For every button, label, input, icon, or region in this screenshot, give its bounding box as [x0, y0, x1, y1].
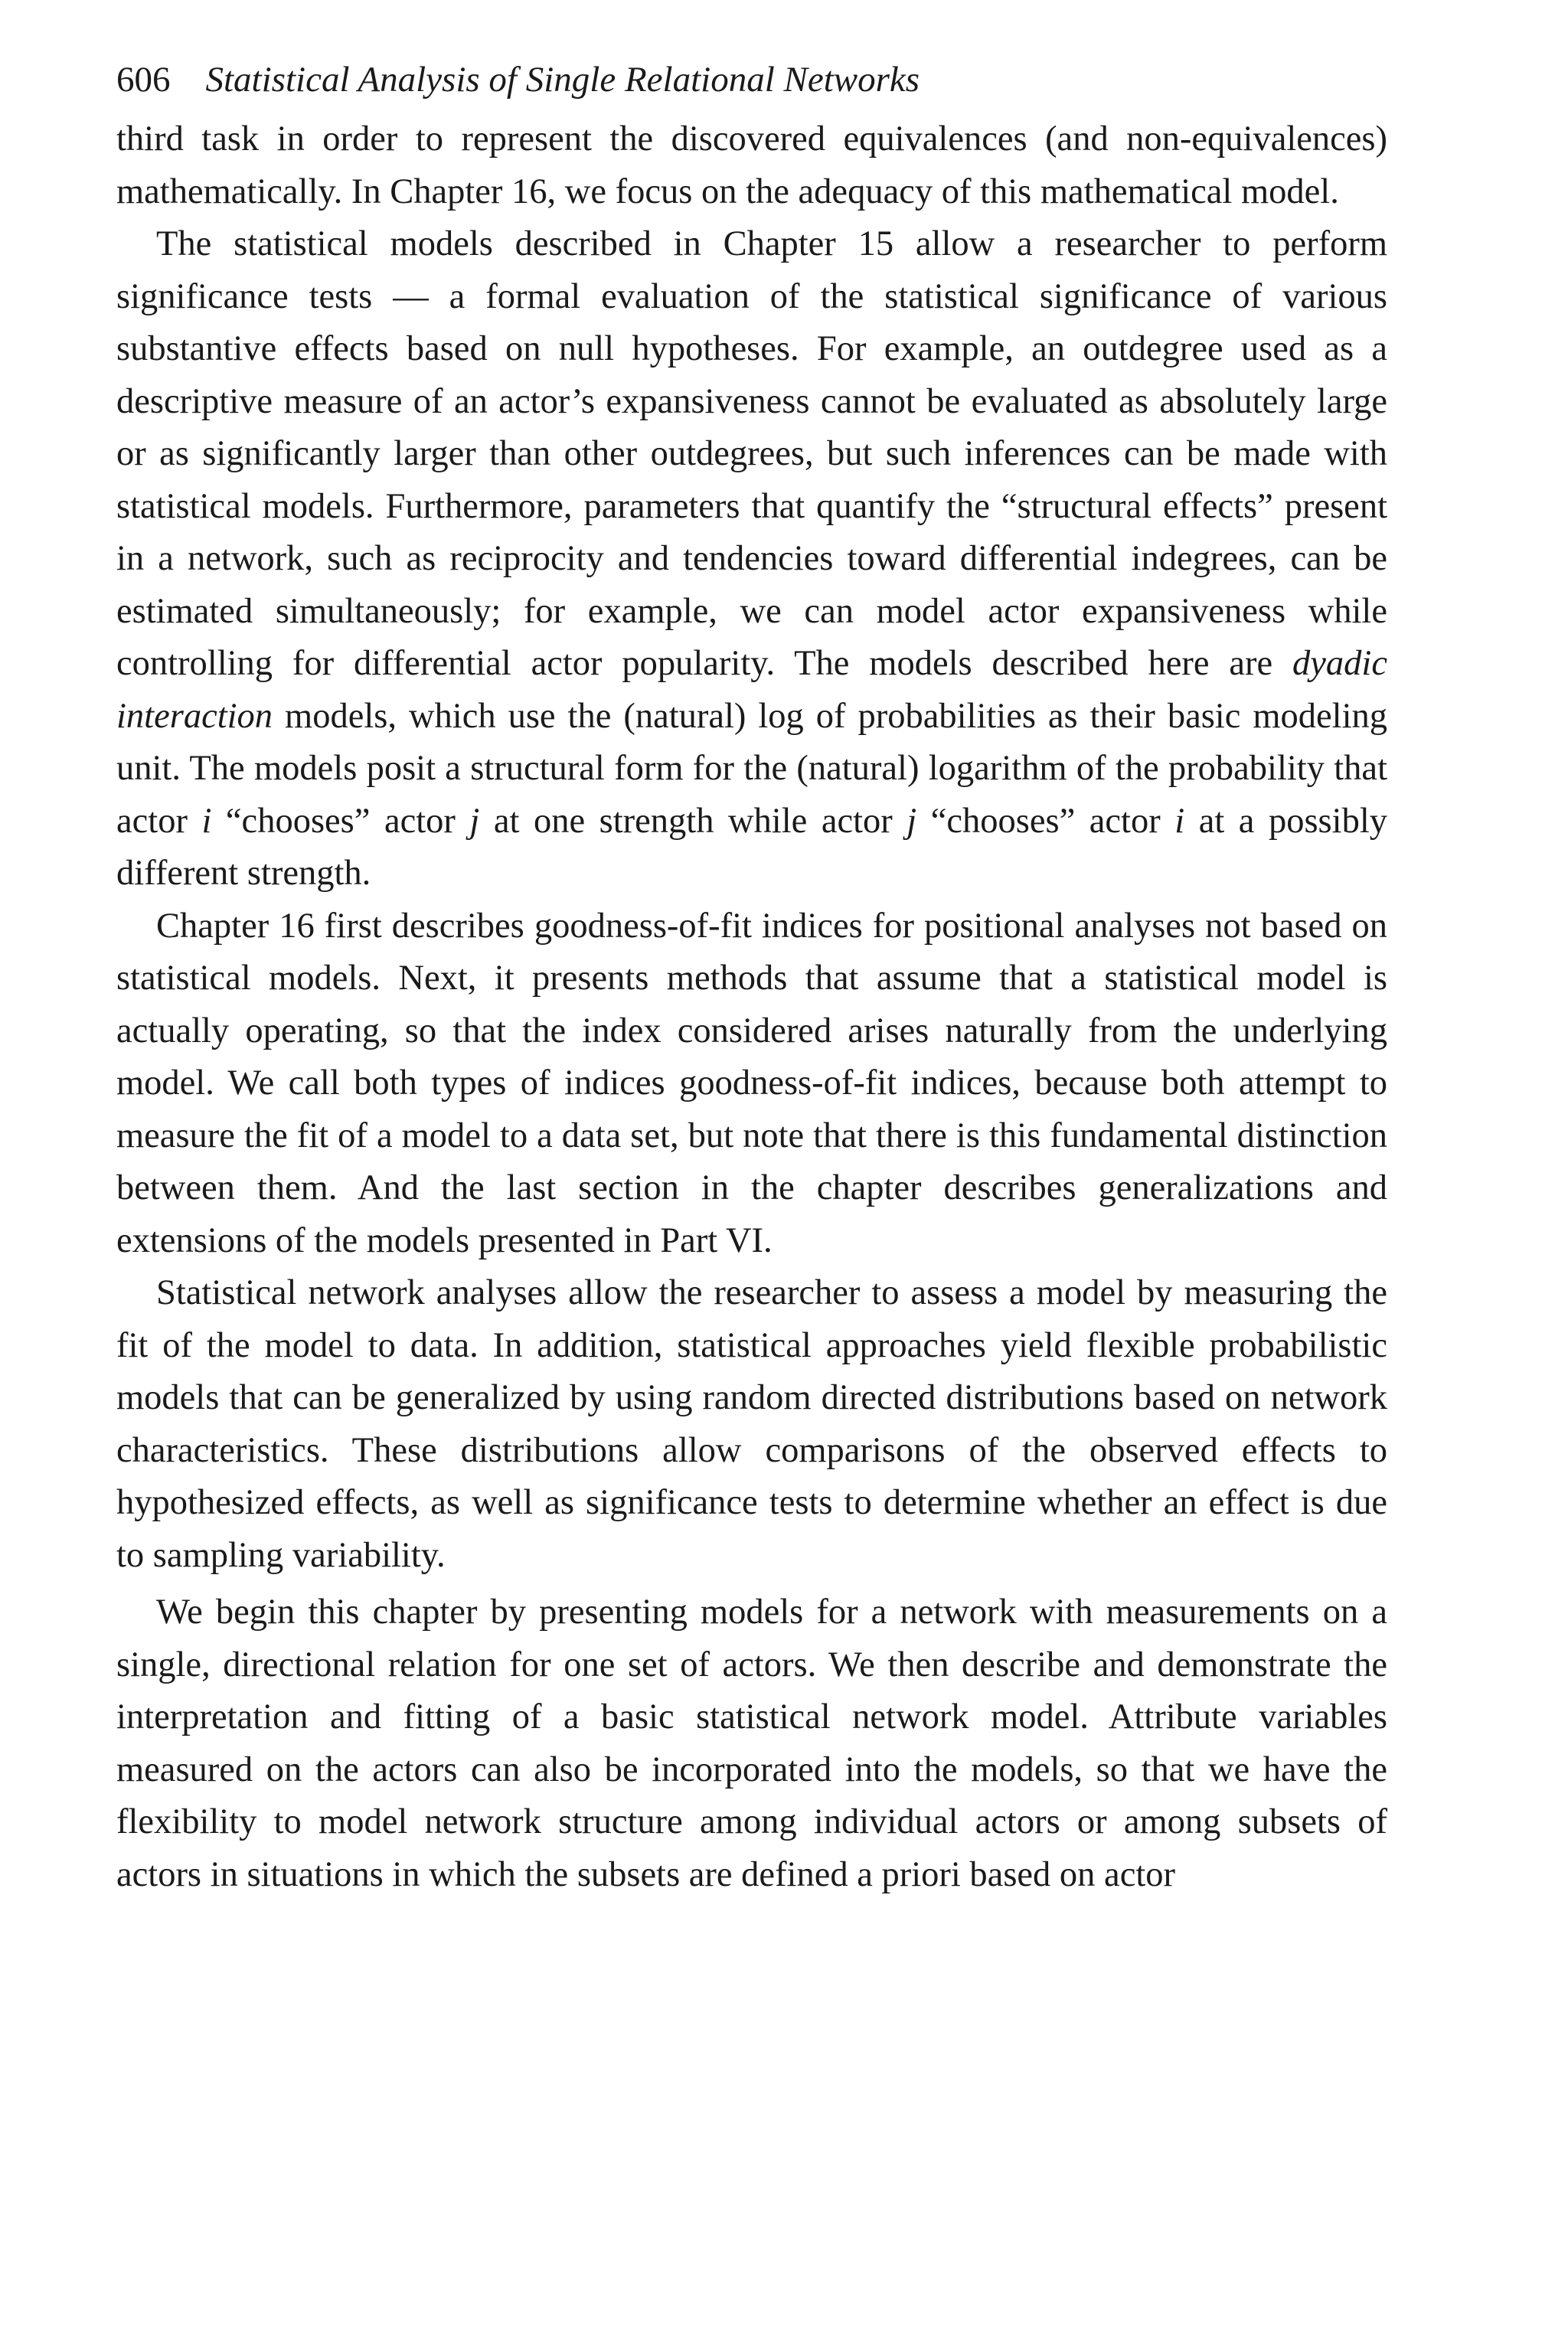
book-page	[116, 54, 1387, 1901]
paragraph-statistical-models	[116, 218, 1387, 900]
math-variable-i: i	[1174, 801, 1185, 841]
paragraph-goodness-of-fit: Chapter 16 first describes goodness-of-fit indices for positional analyses not based on statistical models. Next, it presents methods that assume that a statistical model is actually operating, so that the index considered arises naturally from the underlying model. We call both types of indices goodness-of-fit indices, because both attempt to measure the fit of a model to a data set, but note that there is this fundamental distinction between them. And the last section in the chapter describes generalizations and extensions of the models presented in Part VI.	[116, 906, 1387, 1260]
page-number: 606	[116, 60, 171, 100]
emphasis-dyadic-interaction: dyadic interaction	[116, 644, 1387, 736]
paragraph-chapter-intro: We begin this chapter by presenting models for a network with measurements on a single, directional relation for one set of actors. We then describe and demonstrate the interpretation and fitting of a basic statistical network model. Attribute variables measured on the actors can also be incorporated into the models, so that we have the flexibility to model network structure among individual actors or among subsets of actors in situations in which the subsets are defined a priori based on actor	[116, 1593, 1387, 1894]
paragraph-continuation: third task in order to represent the discovered equivalences (and non-equivalences) mathematically. In Chapter 16, we focus on the adequacy of this mathematical model.	[116, 119, 1387, 211]
text-run: “chooses” actor	[916, 801, 1175, 841]
text-run: at a possibly different strength.	[116, 801, 1387, 893]
math-variable-j: j	[906, 801, 917, 841]
page-header	[116, 54, 1387, 106]
text-run: at one strength while actor	[479, 801, 907, 841]
text-run: The statistical models described in Chapter 15 allow a researcher to perform significance tests — a formal evaluation of the statistical significance of various substantive effects based on null hypotheses. For example, an outdegree used as a descriptive measure of an actor’s expansiveness cannot be evaluated as absolutely large or as significantly larger than other outdegrees, but such inferences can be made with statistical models. Furthermore, parameters that quantify the “structural effects” present in a network, such as reciprocity and tendencies toward differential indegrees, can be estimated simultaneously; for example, we can model actor expansiveness while controlling for differential actor popularity. The models described here are	[116, 224, 1387, 683]
text-run: “chooses” actor	[211, 801, 470, 841]
running-title: Statistical Analysis of Single Relational Networks	[205, 60, 920, 100]
text-run: models, which use the (natural) log of probabilities as their basic modeling unit. The models posit a structural form for the (natural) logarithm of the probability that actor	[116, 696, 1387, 841]
math-variable-j: j	[469, 801, 480, 841]
math-variable-i: i	[201, 801, 212, 841]
paragraph-statistical-analyses: Statistical network analyses allow the researcher to assess a model by measuring the fit of the model to data. In addition, statistical approaches yield flexible probabilistic models that can be generalized by using random directed distributions based on network characteristics. These distributions allow comparisons of the observed effects to hypothesized effects, as well as significance tests to determine whether an effect is due to sampling variability.	[116, 1273, 1387, 1575]
